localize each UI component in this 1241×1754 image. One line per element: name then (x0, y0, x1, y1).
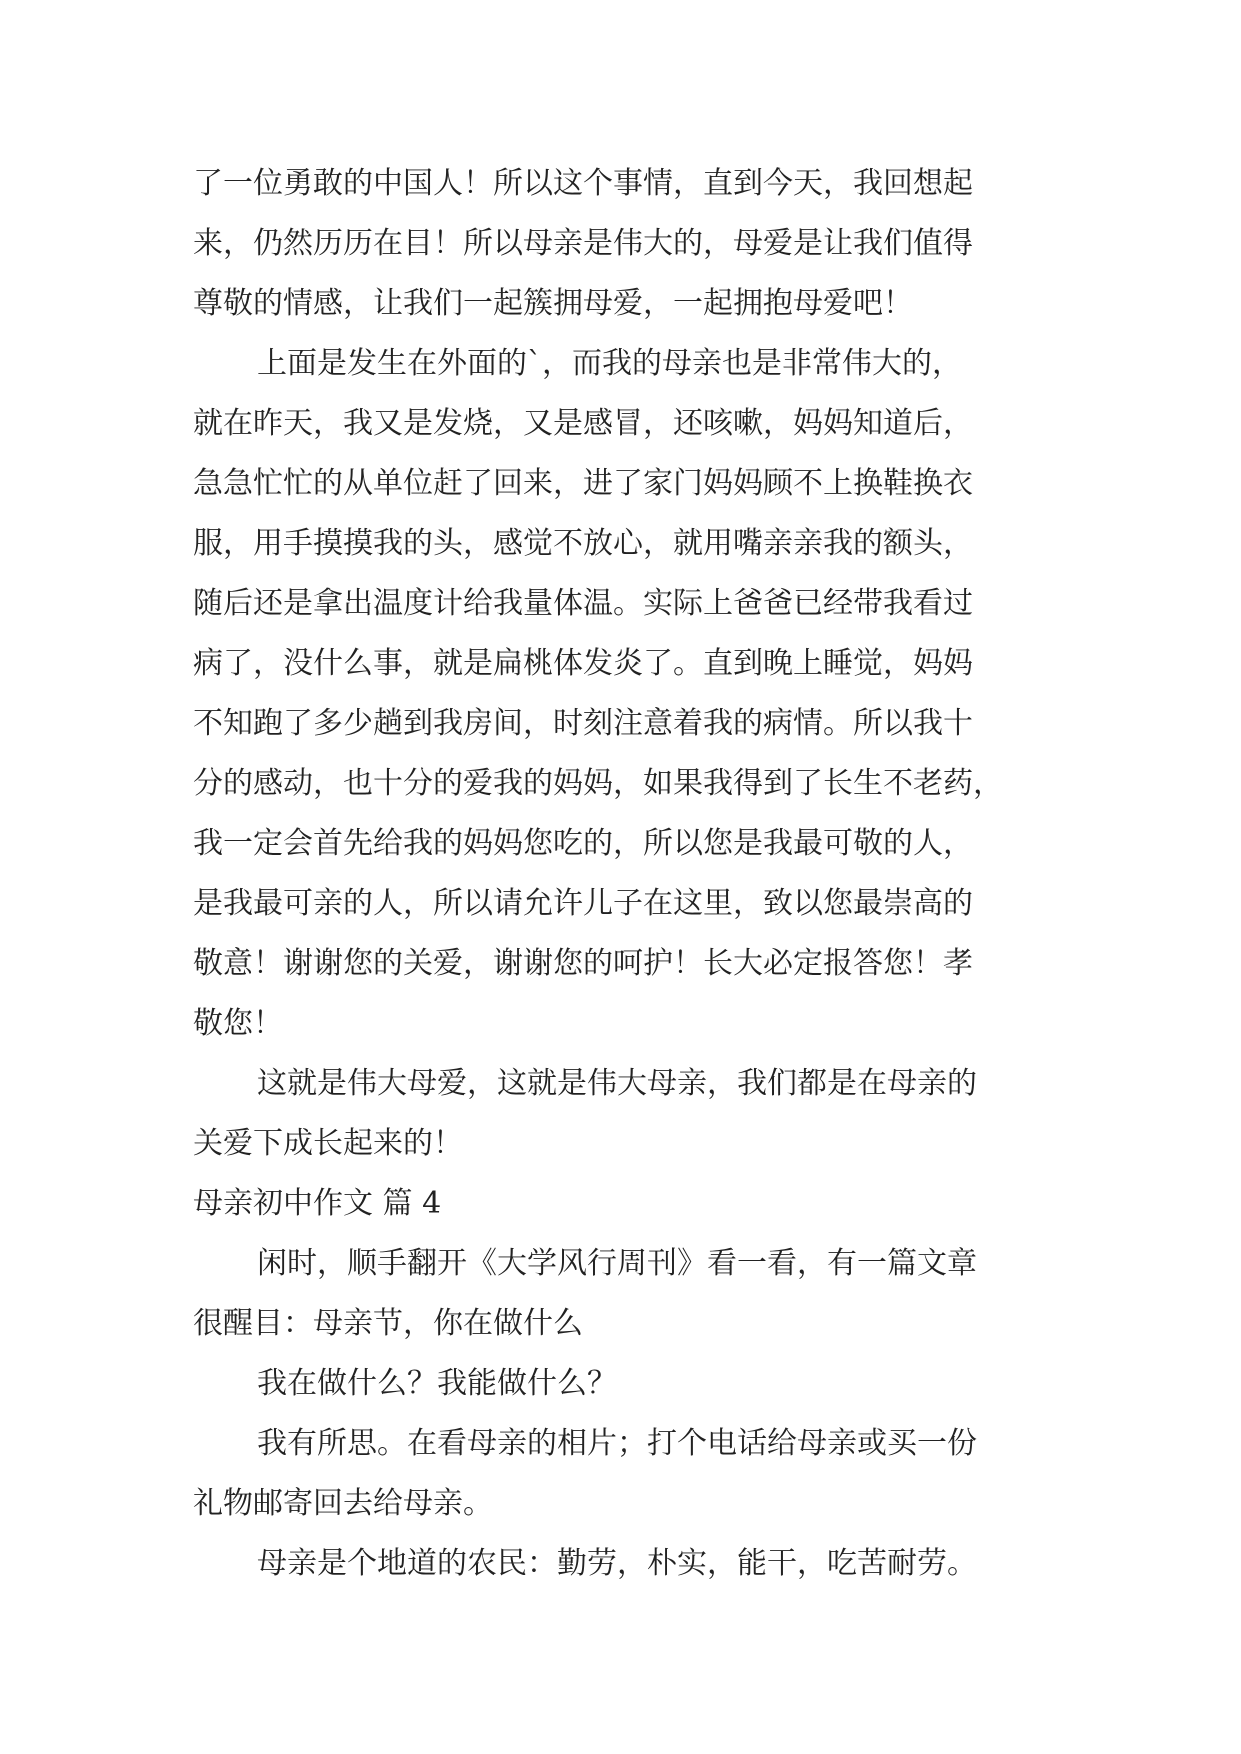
text-line: 随后还是拿出温度计给我量体温。实际上爸爸已经带我看过 (193, 586, 973, 621)
paragraph-first-line: 我在做什么？我能做什么？ (257, 1366, 617, 1401)
text-line: 是我最可亲的人，所以请允许儿子在这里，致以您最崇高的 (193, 886, 973, 921)
text-line: 敬您！ (193, 1006, 283, 1041)
text-line: 来，仍然历历在目！所以母亲是伟大的，母爱是让我们值得 (193, 226, 973, 261)
text-line: 关爱下成长起来的！ (193, 1126, 463, 1161)
text-line: 我一定会首先给我的妈妈您吃的，所以您是我最可敬的人， (193, 826, 973, 861)
paragraph-first-line: 母亲是个地道的农民：勤劳，朴实，能干，吃苦耐劳。 (257, 1546, 977, 1581)
text-line: 敬意！谢谢您的关爱，谢谢您的呵护！长大必定报答您！孝 (193, 946, 973, 981)
text-line: 了一位勇敢的中国人！所以这个事情，直到今天，我回想起 (193, 166, 973, 201)
text-line: 服，用手摸摸我的头，感觉不放心，就用嘴亲亲我的额头， (193, 526, 973, 561)
text-line: 就在昨天，我又是发烧，又是感冒，还咳嗽，妈妈知道后， (193, 406, 973, 441)
text-line: 礼物邮寄回去给母亲。 (193, 1486, 493, 1521)
paragraph-first-line: 这就是伟大母爱，这就是伟大母亲，我们都是在母亲的 (257, 1066, 977, 1101)
paragraph-first-line: 上面是发生在外面的`，而我的母亲也是非常伟大的， (257, 346, 962, 381)
text-line: 分的感动，也十分的爱我的妈妈，如果我得到了长生不老药， (193, 766, 1003, 801)
paragraph-first-line: 我有所思。在看母亲的相片；打个电话给母亲或买一份 (257, 1426, 977, 1461)
text-line: 不知跑了多少趟到我房间，时刻注意着我的病情。所以我十 (193, 706, 973, 741)
text-line: 尊敬的情感，让我们一起簇拥母爱，一起拥抱母爱吧！ (193, 286, 913, 321)
text-line: 病了，没什么事，就是扁桃体发炎了。直到晚上睡觉，妈妈 (193, 646, 973, 681)
text-line: 急急忙忙的从单位赶了回来，进了家门妈妈顾不上换鞋换衣 (193, 466, 973, 501)
paragraph-first-line: 闲时，顺手翻开《大学风行周刊》看一看，有一篇文章 (257, 1246, 977, 1281)
section-heading: 母亲初中作文 篇 4 (193, 1186, 442, 1221)
text-line: 很醒目：母亲节，你在做什么 (193, 1306, 583, 1341)
